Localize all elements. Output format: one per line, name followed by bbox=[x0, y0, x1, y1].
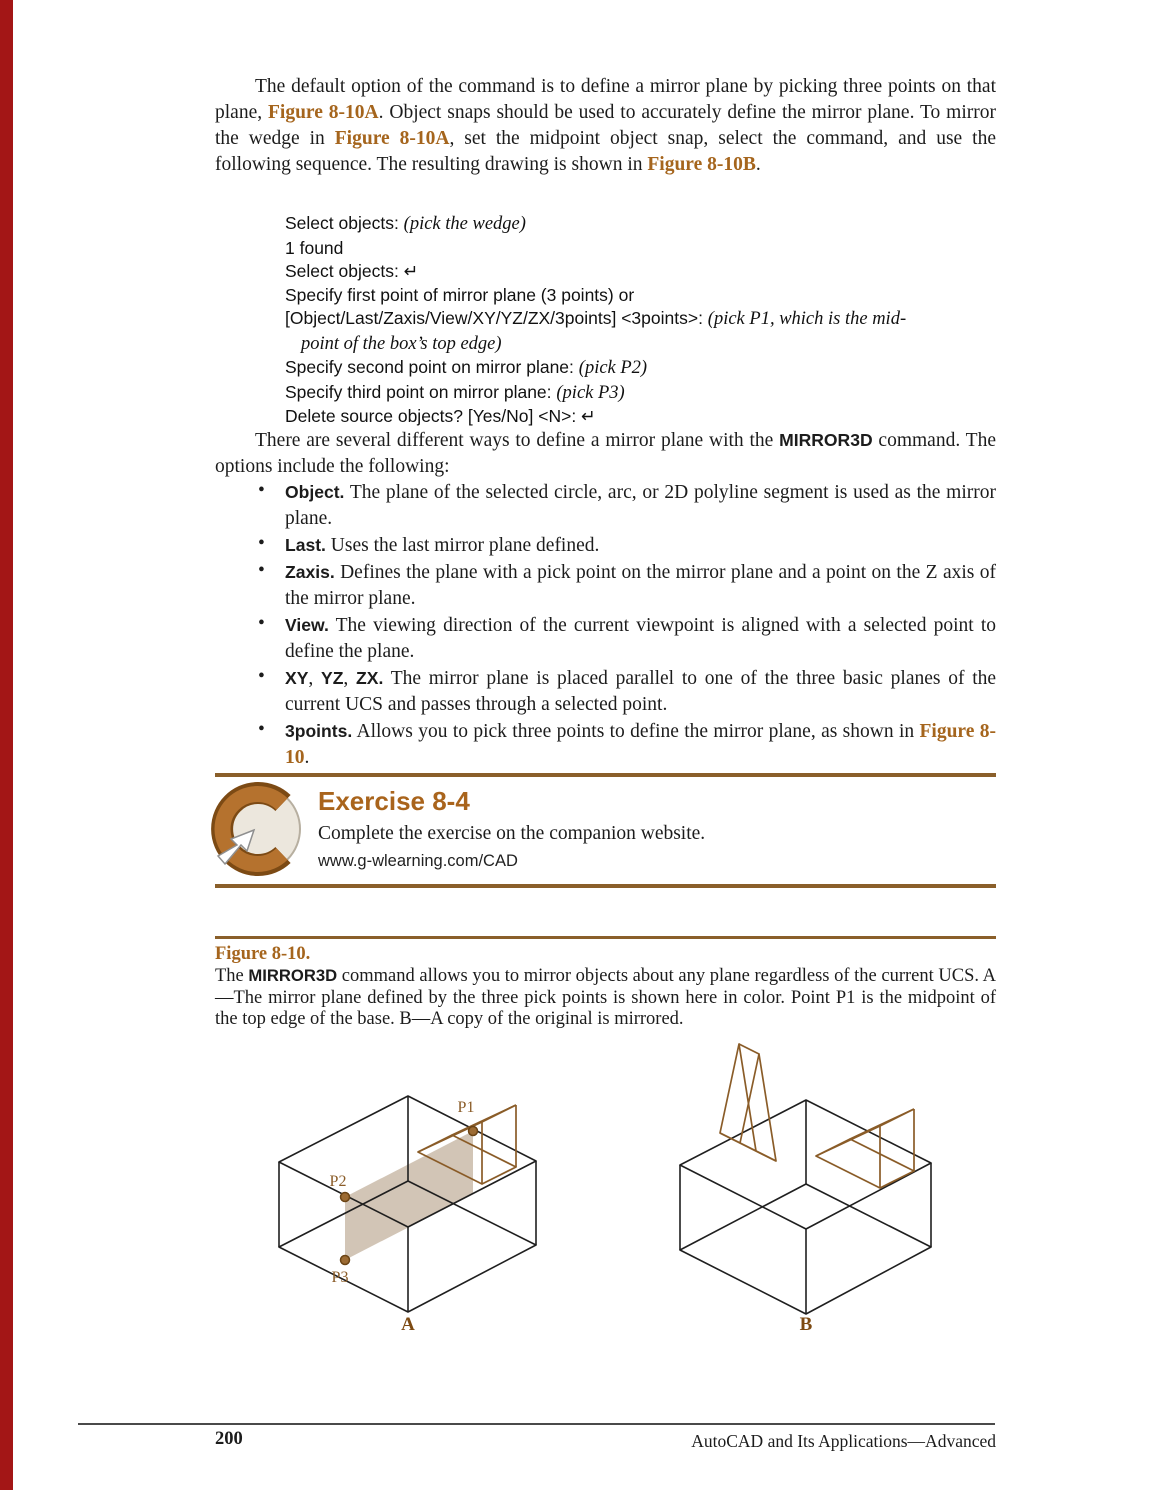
mirror-plane bbox=[345, 1131, 473, 1260]
command-line-continuation: point of the box’s top edge) bbox=[301, 333, 502, 354]
bullet-text: 3points. Allows you to pick three points to define the mirror plane, as shown in Figure 8-10. bbox=[285, 721, 996, 768]
paragraph-options-intro: There are several different ways to define a mirror plane with the MIRROR3D command. The options include the following: bbox=[215, 430, 996, 477]
figure-diagram-b bbox=[640, 1040, 975, 1340]
point-label-p2: P2 bbox=[329, 1173, 347, 1190]
diagram-b-letter: B bbox=[799, 1314, 813, 1335]
options-bullet-list bbox=[215, 479, 996, 771]
bullet-marker: • bbox=[258, 480, 265, 501]
command-line: Select objects: (pick the wedge) bbox=[285, 213, 526, 234]
command-line: Select objects: ↵ bbox=[285, 261, 419, 281]
wedge-original-b bbox=[816, 1109, 914, 1188]
figure-caption: The MIRROR3D command allows you to mirror objects about any plane regardless of the current UCS. A—The mirror plane defined by the three pick points is shown here in color. Point P1 is the midpoint of the top edge of the base. B—A copy of the original is mirrored. bbox=[215, 966, 996, 1029]
bullet-marker: • bbox=[258, 613, 265, 634]
exercise-bottom-rule bbox=[215, 884, 996, 888]
exercise-top-rule bbox=[215, 773, 996, 777]
point-label-p1: P1 bbox=[457, 1099, 475, 1116]
bullet-item-xy-yz-zx bbox=[215, 665, 996, 718]
point-label-p3: P3 bbox=[331, 1269, 349, 1286]
wedge-mirrored-copy bbox=[720, 1044, 776, 1161]
exercise-body: Complete the exercise on the companion website. bbox=[318, 823, 706, 844]
command-line: Delete source objects? [Yes/No] <N>: ↵ bbox=[285, 406, 596, 426]
bullet-text: Object. The plane of the selected circle, arc, or 2D polyline segment is used as the mirror plane. bbox=[285, 482, 996, 529]
diagram-a-letter: A bbox=[401, 1314, 415, 1335]
command-line: [Object/Last/Zaxis/View/XY/YZ/ZX/3points] <3points>: (pick P1, which is the mid- bbox=[285, 308, 907, 329]
exercise-url: www.g-wlearning.com/CAD bbox=[318, 852, 518, 870]
command-line: 1 found bbox=[285, 237, 344, 258]
command-line: Specify third point on mirror plane: (pick P3) bbox=[285, 381, 625, 403]
page-edge-bar bbox=[0, 0, 13, 1490]
paragraph-intro: The default option of the command is to define a mirror plane by picking three points on that plane, Figure 8-10A. Object snaps should be used to accurately define the mirror plane. To mirror the wedge in Figure 8-10A, set the midpoint object snap, select the command, and use the following sequence. The resulting drawing is shown in Figure 8-10B. bbox=[215, 76, 996, 175]
bullet-text: Zaxis. Defines the plane with a pick point on the mirror plane and a point on the Z axis of the mirror plane. bbox=[285, 562, 996, 609]
point-marker-p2 bbox=[341, 1193, 350, 1202]
bullet-marker: • bbox=[258, 719, 265, 740]
box-wireframe-b bbox=[680, 1100, 931, 1314]
figure-rule bbox=[215, 936, 996, 939]
command-line: Specify second point on mirror plane: (pick P2) bbox=[285, 357, 648, 378]
bullet-marker: • bbox=[258, 666, 265, 687]
bullet-marker: • bbox=[258, 560, 265, 581]
bullet-text: View. The viewing direction of the current viewpoint is aligned with a selected point to define the plane. bbox=[285, 615, 996, 662]
page-number: 200 bbox=[215, 1429, 243, 1449]
bullet-item-3points bbox=[215, 718, 996, 771]
figure-diagram-a bbox=[228, 1040, 563, 1340]
point-marker-p1 bbox=[469, 1127, 478, 1136]
exercise-logo-icon bbox=[210, 782, 304, 876]
exercise-title: Exercise 8-4 bbox=[318, 786, 470, 816]
bullet-item-view bbox=[215, 612, 996, 665]
bullet-item-object bbox=[215, 479, 996, 532]
figure-label: Figure 8-10. bbox=[215, 944, 311, 964]
footer-book-title: AutoCAD and Its Applications—Advanced bbox=[691, 1431, 996, 1451]
bullet-marker: • bbox=[258, 533, 265, 554]
command-line: Specify first point of mirror plane (3 points) or bbox=[285, 284, 635, 305]
footer-rule bbox=[78, 1423, 995, 1425]
point-marker-p3 bbox=[341, 1256, 350, 1265]
bullet-text: XY, YZ, ZX. The mirror plane is placed parallel to one of the three basic planes of the current UCS and passes through a selected point. bbox=[285, 668, 997, 715]
bullet-item-last bbox=[215, 532, 996, 559]
bullet-text: Last. Uses the last mirror plane defined. bbox=[285, 535, 600, 556]
command-sequence bbox=[285, 212, 990, 429]
bullet-item-zaxis bbox=[215, 559, 996, 612]
